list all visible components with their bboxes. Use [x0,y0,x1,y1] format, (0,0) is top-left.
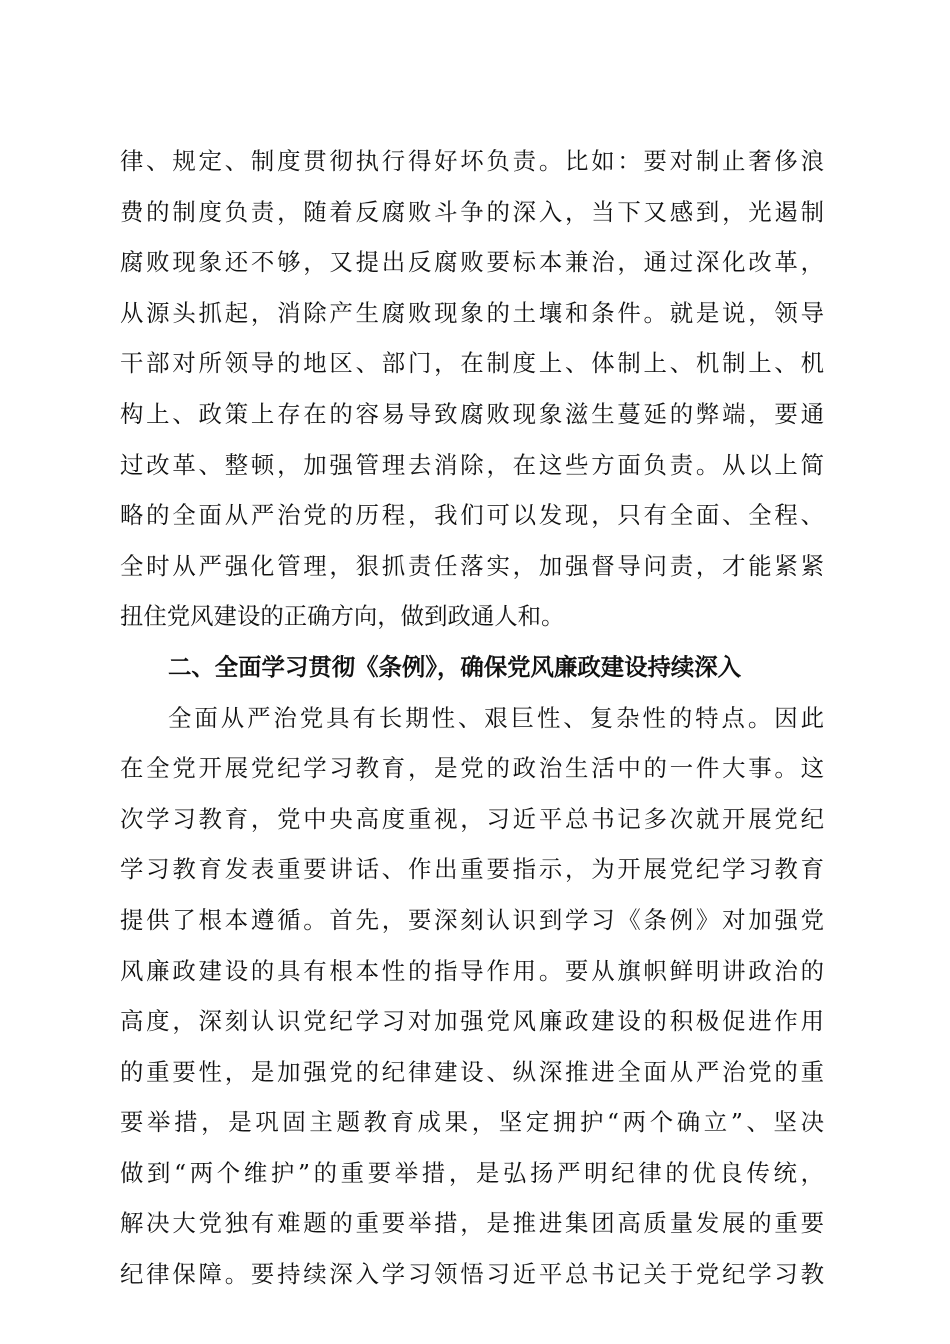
paragraph-2 [120,693,824,1300]
paragraph-1 [120,136,824,642]
text-line: 在全党开展党纪学习教育，是党的政治生活中的一件大事。这 [120,754,824,783]
text-line: 从源头抓起，消除产生腐败现象的土壤和条件。就是说，领导 [120,298,824,327]
text-line: 略的全面从严治党的历程，我们可以发现，只有全面、全程、 [120,501,824,530]
text-line: 次学习教育，党中央高度重视，习近平总书记多次就开展党纪 [120,804,824,833]
section-heading: 二、全面学习贯彻《条例》，确保党风廉政建设持续深入 [168,652,742,681]
text-line: 要举措，是巩固主题教育成果，坚定拥护“两个确立”、坚决 [120,1108,824,1137]
document-body [120,136,824,1300]
text-line: 风廉政建设的具有根本性的指导作用。要从旗帜鲜明讲政治的 [120,956,824,985]
text-line: 构上、政策上存在的容易导致腐败现象滋生蔓延的弊端，要通 [120,399,824,428]
text-line: 费的制度负责，随着反腐败斗争的深入，当下又感到，光遏制 [120,197,824,226]
text-line: 纪律保障。要持续深入学习领悟习近平总书记关于党纪学习教 [120,1260,824,1289]
text-line: 律、规定、制度贯彻执行得好坏负责。比如：要对制止奢侈浪 [120,147,824,175]
text-line: 解决大党独有难题的重要举措，是推进集团高质量发展的重要 [120,1209,824,1238]
text-line: 扭住党风建设的正确方向，做到政通人和。 [120,602,565,631]
text-line: 高度，深刻认识党纪学习对加强党风廉政建设的积极促进作用 [120,1007,824,1036]
text-line: 全时从严强化管理，狠抓责任落实，加强督导问责，才能紧紧 [120,551,824,580]
text-line: 过改革、整顿，加强管理去消除，在这些方面负责。从以上简 [120,450,824,479]
text-line: 提供了根本遵循。首先，要深刻认识到学习《条例》对加强党 [120,905,824,934]
text-line: 干部对所领导的地区、部门，在制度上、体制上、机制上、机 [120,349,824,378]
text-line: 做到“两个维护”的重要举措，是弘扬严明纪律的优良传统， [120,1158,824,1187]
text-line: 的重要性，是加强党的纪律建设、纵深推进全面从严治党的重 [120,1057,824,1086]
text-line: 学习教育发表重要讲话、作出重要指示，为开展党纪学习教育 [120,855,824,884]
text-line: 腐败现象还不够，又提出反腐败要标本兼治，通过深化改革， [120,248,824,277]
text-line: 全面从严治党具有长期性、艰巨性、复杂性的特点。因此 [168,703,824,732]
